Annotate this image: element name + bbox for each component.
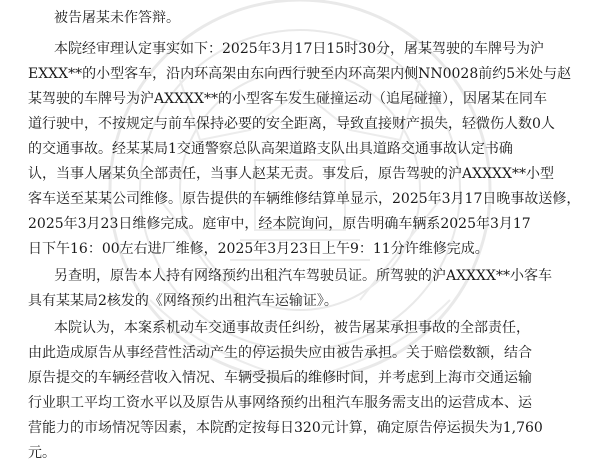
paragraph-line: 具有某某局2核发的《网络预约出租汽车运输证》。 (28, 293, 338, 309)
paragraph-line: 另查明，原告本人持有网络预约出租汽车驾驶员证。所驾驶的沪AXXXX**小客车 (54, 268, 552, 284)
paragraph-line: 某驾驶的车牌号为沪AXXXX**的小型客车发生碰撞运动（追尾碰撞），因屠某在同车 (28, 91, 547, 107)
paragraph-line: 被告屠某未作答辩。 (54, 10, 180, 26)
paragraph-line: 的交通事故。经某某局1交通警察总队高架道路支队出具道路交通事故认定书确 (28, 141, 513, 157)
paragraph-line: 客车送至某某公司维修。原告提供的车辆维修结算单显示，2025年3月17日晚事故送修， (28, 191, 581, 207)
paragraph-line: 道行驶中，不按规定与前车保持必要的安全距离，导致直接财产损失，轻微伤人数0人 (28, 116, 555, 132)
paragraph-line: 2025年3月23日维修完成。庭审中，经本院询问，原告明确车辆系2025年3月17 (28, 216, 531, 232)
paragraph-line: 行业职工平均工资水平以及原告从事网络预约出租汽车服务需支出的运营成本、运 (28, 395, 532, 411)
paragraph-line: 日下午16：00左右进厂维修，2025年3月23日上午9：11分许维修完成。 (28, 241, 489, 257)
paragraph-line: 元。 (28, 445, 56, 461)
paragraph-line: EXXX**的小型客车，沿内环高架由东向西行驶至内环高架内侧NN0028前约5米处与赵 (28, 66, 572, 82)
paragraph-line: 本院认为，本案系机动车交通事故责任纠纷，被告屠某承担事故的全部责任， (54, 320, 530, 336)
paragraph-line: 营能力的市场情况等因素，本院酌定按每日320元计算，确定原告停运损失为1,760 (28, 420, 543, 436)
paragraph-line: 本院经审理认定事实如下：2025年3月17日15时30分，屠某驾驶的车牌号为沪 (54, 41, 544, 57)
paragraph-line: 认，当事人屠某负全部责任，当事人赵某无责。事发后，原告驾驶的沪AXXXX**小型 (28, 166, 554, 182)
paragraph-line: 由此造成原告从事经营性活动产生的停运损失应由被告承担。关于赔偿数额，结合 (28, 345, 532, 361)
paragraph-line: 原告提交的车辆经营收入情况、车辆受损后的维修时间，并考虑到上海市交通运输 (28, 370, 532, 386)
